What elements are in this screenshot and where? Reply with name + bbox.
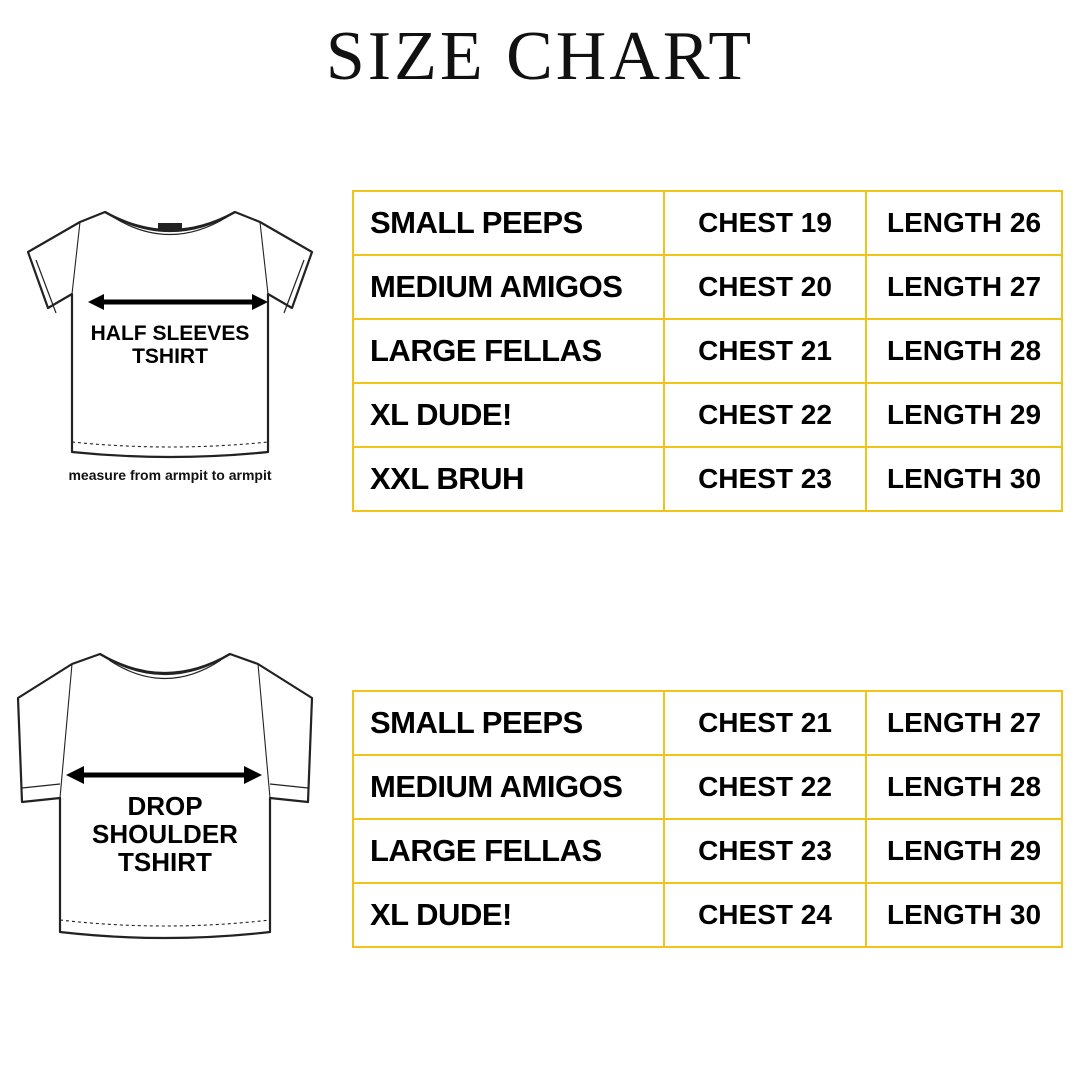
chest-cell: CHEST 22 xyxy=(664,383,866,447)
table-row xyxy=(353,691,1062,755)
length-cell: LENGTH 26 xyxy=(866,191,1062,255)
size-name-cell: LARGE FELLAS xyxy=(353,319,664,383)
chest-cell: CHEST 21 xyxy=(664,319,866,383)
size-name-cell: LARGE FELLAS xyxy=(353,819,664,883)
table-row xyxy=(353,883,1062,947)
table-row xyxy=(353,819,1062,883)
length-cell: LENGTH 28 xyxy=(866,755,1062,819)
table-row xyxy=(353,191,1062,255)
table-row xyxy=(353,755,1062,819)
size-name-cell: XL DUDE! xyxy=(353,883,664,947)
drop-shoulder-tshirt-illustration xyxy=(0,620,330,980)
length-cell: LENGTH 27 xyxy=(866,691,1062,755)
length-cell: LENGTH 30 xyxy=(866,447,1062,511)
size-name-cell: XXL BRUH xyxy=(353,447,664,511)
shirt-label-line-3: TSHIRT xyxy=(118,847,212,878)
shirt-label-line-2: TSHIRT xyxy=(132,344,208,368)
shirt-label xyxy=(10,323,330,368)
length-cell: LENGTH 28 xyxy=(866,319,1062,383)
size-name-cell: XL DUDE! xyxy=(353,383,664,447)
shirt-label xyxy=(0,792,330,876)
chest-cell: CHEST 20 xyxy=(664,255,866,319)
size-name-cell: SMALL PEEPS xyxy=(353,691,664,755)
chest-cell: CHEST 19 xyxy=(664,191,866,255)
length-cell: LENGTH 29 xyxy=(866,383,1062,447)
shirt-label-line-1: HALF SLEEVES xyxy=(90,322,250,345)
chest-cell: CHEST 23 xyxy=(664,819,866,883)
drop-shoulder-size-table xyxy=(352,690,1063,948)
table-row xyxy=(353,255,1062,319)
half-sleeves-tshirt-illustration xyxy=(10,190,330,500)
length-cell: LENGTH 27 xyxy=(866,255,1062,319)
chest-cell: CHEST 21 xyxy=(664,691,866,755)
chest-cell: CHEST 24 xyxy=(664,883,866,947)
length-cell: LENGTH 30 xyxy=(866,883,1062,947)
table-row xyxy=(353,447,1062,511)
table-row xyxy=(353,319,1062,383)
table-row xyxy=(353,383,1062,447)
shirt-label-line-1: DROP xyxy=(127,791,203,821)
half-sleeves-size-table xyxy=(352,190,1063,512)
length-cell: LENGTH 29 xyxy=(866,819,1062,883)
size-name-cell: SMALL PEEPS xyxy=(353,191,664,255)
shirt-label-line-2: SHOULDER xyxy=(92,819,238,850)
size-name-cell: MEDIUM AMIGOS xyxy=(353,255,664,319)
size-name-cell: MEDIUM AMIGOS xyxy=(353,755,664,819)
chest-cell: CHEST 22 xyxy=(664,755,866,819)
measure-note: measure from armpit to armpit xyxy=(68,467,272,483)
chest-cell: CHEST 23 xyxy=(664,447,866,511)
page-title: SIZE CHART xyxy=(325,18,755,95)
